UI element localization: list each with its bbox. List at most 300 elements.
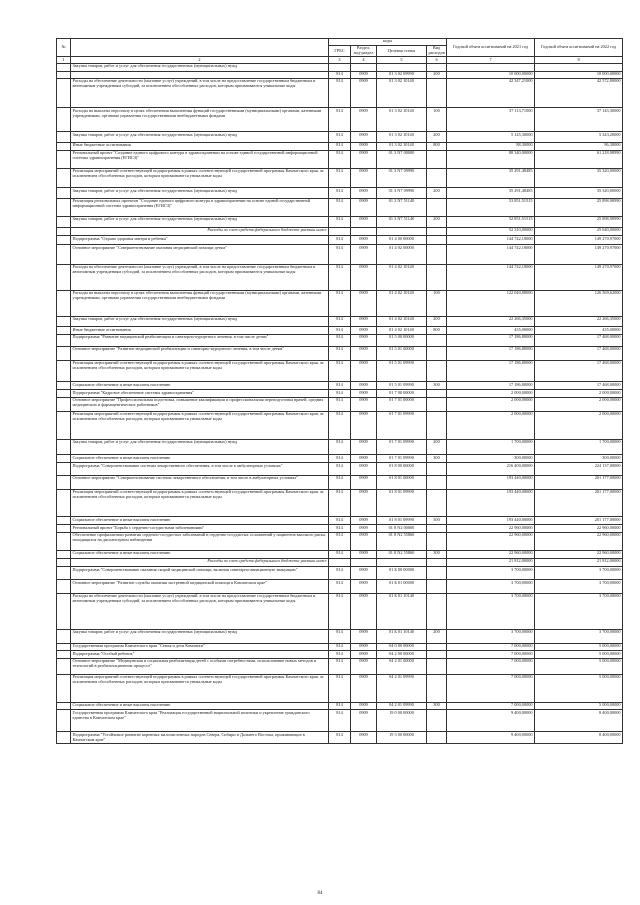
row-grbs: 814 — [329, 290, 351, 316]
row-vid — [427, 525, 447, 533]
row-grbs: 814 — [329, 142, 351, 150]
table-row — [57, 290, 623, 316]
row-name: Социальное обеспечение и иные выплаты населению — [71, 702, 329, 710]
row-razdel: 0909 — [351, 216, 377, 227]
row-name: Расходы за счет средств федерального бюджета указаны ниже — [71, 227, 329, 236]
row-target: 01 5 00 00000 — [377, 335, 427, 347]
row-target: 01 3 N7 00000 — [377, 150, 427, 168]
row-vid: 200 — [427, 629, 447, 643]
row-razdel: 0909 — [351, 463, 377, 476]
row-name: Реализация мероприятий соответствующей подпрограммы в рамках соответствующей государственной программы Камчатского края, за исключением обособленных расходов, которым присваиваются уникальные коды — [71, 411, 329, 439]
row-sum-2022: 22 960,00000 — [535, 550, 623, 558]
row-sum-2022: 149 270,97000 — [535, 264, 623, 290]
row-vid — [427, 346, 447, 360]
table-row — [57, 629, 623, 643]
row-no — [57, 475, 71, 489]
row-razdel: 0909 — [351, 199, 377, 217]
row-vid — [427, 558, 447, 567]
row-sum-2022: 224 137,00000 — [535, 463, 623, 476]
row-grbs: 814 — [329, 533, 351, 551]
row-sum-2022: 42 572,80000 — [535, 78, 623, 108]
row-sum-2022: 22 960,00000 — [535, 525, 623, 533]
table-row — [57, 108, 623, 132]
row-razdel: 0909 — [351, 710, 377, 732]
row-target: 01 5 01 00000 — [377, 346, 427, 360]
row-vid — [427, 78, 447, 108]
table-row — [57, 132, 623, 143]
table-row — [57, 188, 623, 199]
row-name: Расходы за счет средств федерального бюджета указаны ниже — [71, 558, 329, 567]
row-sum-2022: 5 000,00000 — [535, 659, 623, 675]
row-grbs: 814 — [329, 710, 351, 732]
row-no — [57, 236, 71, 245]
table-row — [57, 199, 623, 217]
row-razdel: 0909 — [351, 390, 377, 398]
row-name: Социальное обеспечение и иные выплаты населению — [71, 382, 329, 390]
row-razdel: 0909 — [351, 150, 377, 168]
table-row — [57, 732, 623, 744]
row-no — [57, 390, 71, 398]
table-row — [57, 702, 623, 710]
row-target: 01 7 00 00000 — [377, 390, 427, 398]
row-grbs: 814 — [329, 475, 351, 489]
row-grbs: 814 — [329, 150, 351, 168]
row-target: 01 8 01 09990 — [377, 489, 427, 517]
row-name: Закупка товаров, работ и услуг для обеспечения государственных (муниципальных) нужд — [71, 132, 329, 143]
row-sum-2021: 35 291,48485 — [447, 168, 535, 188]
table-row — [57, 335, 623, 347]
row-no — [57, 142, 71, 150]
row-vid — [427, 533, 447, 551]
row-target: 04 2 01 09990 — [377, 702, 427, 710]
row-target: 01 3 02 10140 — [377, 132, 427, 143]
header-num: 5 — [377, 57, 427, 64]
row-grbs: 814 — [329, 525, 351, 533]
row-sum-2021: 37 113,71000 — [447, 108, 535, 132]
row-target: 01 4 02 10140 — [377, 264, 427, 290]
row-sum-2021: 1 700,00000 — [447, 439, 535, 455]
row-grbs — [329, 227, 351, 236]
row-razdel: 0909 — [351, 674, 377, 702]
row-target: 01 3 02 10140 — [377, 78, 427, 108]
row-razdel — [351, 558, 377, 567]
row-grbs: 814 — [329, 463, 351, 476]
row-razdel: 0909 — [351, 702, 377, 710]
table-row — [57, 64, 623, 72]
row-target: 01 Б 01 00000 — [377, 580, 427, 594]
row-sum-2022: 25 640,00000 — [535, 227, 623, 236]
row-sum-2021: 53 851,51515 — [447, 199, 535, 217]
row-vid: 200 — [427, 216, 447, 227]
row-sum-2021: 3 700,00000 — [447, 580, 535, 594]
row-sum-2021: 7 000,00000 — [447, 702, 535, 710]
header-num: 6 — [427, 57, 447, 64]
row-no — [57, 360, 71, 382]
row-razdel: 0909 — [351, 439, 377, 455]
row-name: Подпрограмма "Совершенствование системы лекарственного обеспечения, в том числе в амбулаторных условиях" — [71, 463, 329, 476]
row-name: Основное мероприятие "Медицинская и социальная реабилитация детей с особыми потребностями, использование новых методов и технологий в реабилитационном процессе" — [71, 659, 329, 675]
row-sum-2021: 3 700,00000 — [447, 593, 535, 629]
row-sum-2021: 2 000,00000 — [447, 398, 535, 412]
row-vid — [427, 360, 447, 382]
row-grbs: 814 — [329, 168, 351, 188]
row-vid — [427, 411, 447, 439]
row-target: 01 7 01 09990 — [377, 439, 427, 455]
row-razdel: 0909 — [351, 489, 377, 517]
row-razdel: 0909 — [351, 327, 377, 335]
header-razdel: Раздел, под-раздел — [351, 45, 377, 57]
table-row — [57, 390, 623, 398]
row-sum-2022: 25 898,98990 — [535, 216, 623, 227]
row-sum-2022: 35 320,00000 — [535, 168, 623, 188]
row-razdel: 0909 — [351, 382, 377, 390]
row-name: Реализация мероприятий соответствующей подпрограммы в рамках соответствующей государственной программы Камчатского края, за исключением обособленных расходов, которым присваиваются уникальные коды — [71, 360, 329, 382]
row-razdel: 0909 — [351, 108, 377, 132]
row-grbs: 814 — [329, 411, 351, 439]
row-no — [57, 64, 71, 72]
row-vid — [427, 643, 447, 651]
row-sum-2021: 7 000,00000 — [447, 674, 535, 702]
row-no — [57, 398, 71, 412]
header-no: № — [57, 39, 71, 57]
row-sum-2022: 8 400,00000 — [535, 710, 623, 732]
row-sum-2021: 2 000,00000 — [447, 390, 535, 398]
row-name: Региональный проект "Создание единого цифрового контура в здравоохранении на основе единой государственной информационной системы здравоохранения (ЕГИСЗ)" — [71, 150, 329, 168]
row-grbs: 814 — [329, 643, 351, 651]
row-no — [57, 558, 71, 567]
table-row — [57, 316, 623, 327]
header-num: 8 — [535, 57, 623, 64]
row-vid — [427, 335, 447, 347]
row-no — [57, 411, 71, 439]
table-row — [57, 567, 623, 580]
row-grbs: 814 — [329, 439, 351, 455]
row-razdel: 0909 — [351, 593, 377, 629]
row-razdel: 0909 — [351, 290, 377, 316]
row-no — [57, 533, 71, 551]
row-target: 01 Б 01 10140 — [377, 593, 427, 629]
row-sum-2022 — [535, 64, 623, 72]
row-name: Закупка товаров, работ и услуг для обеспечения государственных (муниципальных) нужд — [71, 188, 329, 199]
header-num: 3 — [329, 57, 351, 64]
row-sum-2021: 193 440,00000 — [447, 517, 535, 525]
row-sum-2021: 42 347,21000 — [447, 78, 535, 108]
row-no — [57, 702, 71, 710]
table-row — [57, 550, 623, 558]
row-name: Государственная программа Камчатского края "Семья и дети Камчатки" — [71, 643, 329, 651]
row-grbs: 814 — [329, 489, 351, 517]
table-row — [57, 517, 623, 525]
row-no — [57, 710, 71, 732]
row-razdel: 0909 — [351, 346, 377, 360]
row-vid: 200 — [427, 188, 447, 199]
row-sum-2021: 35 291,48485 — [447, 188, 535, 199]
row-grbs: 814 — [329, 390, 351, 398]
row-razdel — [351, 227, 377, 236]
row-sum-2022: 5 000,00000 — [535, 651, 623, 659]
row-name: Обеспечение профилактики развития сердечно-сосудистых заболеваний и сердечно-сосудистых осложнений у пациентов высокого риска, находящихся на диспансерном наблюдении — [71, 533, 329, 551]
table-row — [57, 475, 623, 489]
row-sum-2022: 5 000,00000 — [535, 674, 623, 702]
row-name: Закупка товаров, работ и услуг для обеспечения государственных (муниципальных) нужд — [71, 216, 329, 227]
table-row — [57, 236, 623, 245]
row-grbs: 814 — [329, 651, 351, 659]
row-sum-2021: 52 310,00000 — [447, 227, 535, 236]
row-sum-2021: 22 960,00000 — [447, 525, 535, 533]
row-razdel: 0909 — [351, 517, 377, 525]
row-no — [57, 629, 71, 643]
row-sum-2021: 435,00000 — [447, 327, 535, 335]
row-razdel: 0909 — [351, 475, 377, 489]
row-sum-2022: 2 000,00000 — [535, 411, 623, 439]
row-name: Подпрограмма "Особый ребенок" — [71, 651, 329, 659]
row-name: Реализация мероприятий соответствующей подпрограммы в рамках соответствующей государственной программы Камчатского края, за исключением обособленных расходов, которым присваиваются уникальные коды — [71, 674, 329, 702]
table-row — [57, 674, 623, 702]
row-grbs — [329, 64, 351, 72]
row-vid — [427, 227, 447, 236]
row-vid — [427, 64, 447, 72]
row-grbs: 814 — [329, 517, 351, 525]
row-no — [57, 455, 71, 463]
row-vid: 300 — [427, 455, 447, 463]
row-sum-2022: 17 468,00000 — [535, 360, 623, 382]
row-vid: 100 — [427, 290, 447, 316]
row-vid: 200 — [427, 439, 447, 455]
row-vid — [427, 674, 447, 702]
row-name: Основное мероприятие "Профессиональная подготовка, повышение квалификации и профессиональная переподготовка врачей, средних медицинских и фармацевтических работников" — [71, 398, 329, 412]
row-grbs: 814 — [329, 629, 351, 643]
row-vid — [427, 264, 447, 290]
row-sum-2021: 17 186,80000 — [447, 360, 535, 382]
row-target: 01 8 00 00000 — [377, 463, 427, 476]
table-row — [57, 71, 623, 78]
row-sum-2022: 21 812,00000 — [535, 558, 623, 567]
row-grbs: 814 — [329, 360, 351, 382]
row-target: 19 0 00 00000 — [377, 710, 427, 732]
header-numbers-row — [57, 57, 623, 64]
row-name: Государственная программа Камчатского края "Реализация государственной национальной политики и укрепление гражданского единства в Камчатском крае" — [71, 710, 329, 732]
row-no — [57, 593, 71, 629]
budget-table-sheet — [56, 38, 622, 744]
row-no — [57, 659, 71, 675]
row-no — [57, 550, 71, 558]
row-razdel: 0909 — [351, 651, 377, 659]
row-razdel: 0909 — [351, 188, 377, 199]
row-name: Расходы на выплаты персоналу в целях обеспечения выполнения функций государственными (муниципальными) органами, казенными учреждениями, органами управления государственными внебюджетными фондами — [71, 108, 329, 132]
row-no — [57, 732, 71, 744]
row-sum-2021: 3 700,00000 — [447, 567, 535, 580]
row-name: Реализация региональных проектов "Создание единого цифрового контура в здравоохранении на основе единой государственной информационной системы здравоохранения (ЕГИСЗ)" — [71, 199, 329, 217]
table-row — [57, 558, 623, 567]
header-num: 1 — [57, 57, 71, 64]
row-name: Региональный проект "Борьба с сердечно-сосудистыми заболеваниями" — [71, 525, 329, 533]
row-sum-2022: 22 266,35000 — [535, 316, 623, 327]
table-row — [57, 411, 623, 439]
row-no — [57, 463, 71, 476]
row-vid: 200 — [427, 132, 447, 143]
row-vid: 300 — [427, 382, 447, 390]
row-sum-2022: 201 177,00000 — [535, 517, 623, 525]
row-razdel: 0909 — [351, 398, 377, 412]
row-sum-2022: 22 960,00000 — [535, 533, 623, 551]
table-row — [57, 398, 623, 412]
table-row — [57, 439, 623, 455]
row-name: Реализация мероприятий соответствующей подпрограммы в рамках соответствующей государственной программы Камчатского края, за исключением обособленных расходов, которым присваиваются уникальные коды — [71, 489, 329, 517]
row-target: 01 3 N7 51140 — [377, 199, 427, 217]
row-target: 01 7 01 00000 — [377, 398, 427, 412]
row-razdel: 0909 — [351, 236, 377, 245]
row-no — [57, 71, 71, 78]
row-no — [57, 245, 71, 265]
row-vid: 300 — [427, 517, 447, 525]
row-target: 04 2 00 00000 — [377, 651, 427, 659]
row-razdel: 0909 — [351, 316, 377, 327]
row-razdel: 0909 — [351, 533, 377, 551]
row-razdel: 0909 — [351, 335, 377, 347]
row-name: Расходы на выплаты персоналу в целях обеспечения выполнения функций государственными (муниципальными) органами, казенными учреждениями, органами управления государственными внебюджетными фондами — [71, 290, 329, 316]
row-name: Подпрограмма "Охрана здоровья матери и ребенка" — [71, 236, 329, 245]
row-sum-2021: 9 400,00000 — [447, 710, 535, 732]
row-sum-2022: 201 177,00000 — [535, 475, 623, 489]
row-target: 04 2 01 00000 — [377, 659, 427, 675]
row-no — [57, 227, 71, 236]
row-vid — [427, 236, 447, 245]
row-sum-2021: 21 812,00000 — [447, 558, 535, 567]
row-sum-2022: 3 700,00000 — [535, 629, 623, 643]
row-sum-2022: 37 143,30000 — [535, 108, 623, 132]
row-vid — [427, 390, 447, 398]
row-sum-2021: 9 400,00000 — [447, 732, 535, 744]
row-grbs: 814 — [329, 732, 351, 744]
table-row — [57, 533, 623, 551]
row-sum-2022: 3 700,00000 — [535, 580, 623, 594]
row-target: 04 2 01 09990 — [377, 674, 427, 702]
header-grbs: ГРБС — [329, 45, 351, 57]
row-grbs: 814 — [329, 550, 351, 558]
row-no — [57, 674, 71, 702]
row-grbs: 814 — [329, 455, 351, 463]
row-vid: 300 — [427, 702, 447, 710]
row-razdel: 0909 — [351, 643, 377, 651]
row-sum-2022: 3 700,00000 — [535, 593, 623, 629]
header-num: 4 — [351, 57, 377, 64]
row-sum-2021: 5 145,30000 — [447, 132, 535, 143]
row-name: Основное мероприятие "Совершенствование системы лекарственного обеспечения, в том числе в амбулаторных условиях" — [71, 475, 329, 489]
row-no — [57, 327, 71, 335]
row-target: 01 3 N7 09990 — [377, 188, 427, 199]
row-vid — [427, 489, 447, 517]
row-no — [57, 132, 71, 143]
row-sum-2022: 149 270,97000 — [535, 236, 623, 245]
row-razdel: 0909 — [351, 132, 377, 143]
row-razdel: 0909 — [351, 550, 377, 558]
row-sum-2022: 2 000,00000 — [535, 390, 623, 398]
header-vid: Вид расходов — [428, 45, 445, 56]
row-sum-2021: 17 186,80000 — [447, 335, 535, 347]
row-grbs: 814 — [329, 674, 351, 702]
row-sum-2021: 216 400,00000 — [447, 463, 535, 476]
row-grbs: 814 — [329, 335, 351, 347]
table-row — [57, 142, 623, 150]
row-grbs: 814 — [329, 132, 351, 143]
row-target — [377, 558, 427, 567]
table-row — [57, 327, 623, 335]
row-grbs: 814 — [329, 188, 351, 199]
row-sum-2022: 2 000,00000 — [535, 398, 623, 412]
row-sum-2022: 435,00000 — [535, 327, 623, 335]
table-row — [57, 643, 623, 651]
row-sum-2021: 17 186,80000 — [447, 346, 535, 360]
row-name: Расходы на обеспечение деятельности (оказание услуг) учреждений, в том числе на предоставление государственным бюджетным и автономным учреждениям субсидий, за исключением обособленных расходов, которым присваиваются уникальные коды — [71, 593, 329, 629]
row-name: Расходы на обеспечение деятельности (оказание услуг) учреждений, в том числе на предоставление государственным бюджетным и автономным учреждениям субсидий, за исключением обособленных расходов, которым присваиваются уникальные коды — [71, 264, 329, 290]
row-sum-2021: 144 742,18000 — [447, 245, 535, 265]
row-grbs — [329, 558, 351, 567]
row-name: Закупка товаров, работ и услуг для обеспечения государственных (муниципальных) нужд — [71, 629, 329, 643]
row-vid: 200 — [427, 71, 447, 78]
table-row — [57, 659, 623, 675]
header-sum-2022: Годовой объем ассигнований на 2022 год — [535, 39, 623, 57]
row-name: Социальное обеспечение и иные выплаты населению — [71, 455, 329, 463]
table-row — [57, 382, 623, 390]
row-sum-2022: 17 468,00000 — [535, 346, 623, 360]
row-razdel: 0909 — [351, 264, 377, 290]
header-target: Целевая статья — [377, 45, 427, 57]
row-sum-2021: 144 742,18000 — [447, 236, 535, 245]
row-no — [57, 290, 71, 316]
row-grbs: 814 — [329, 199, 351, 217]
row-grbs: 814 — [329, 264, 351, 290]
row-vid — [427, 168, 447, 188]
table-row — [57, 245, 623, 265]
row-grbs: 814 — [329, 580, 351, 594]
row-no — [57, 489, 71, 517]
row-sum-2021: 3 700,00000 — [447, 629, 535, 643]
row-sum-2022: 5 000,00000 — [535, 702, 623, 710]
row-sum-2022: 17 468,00000 — [535, 382, 623, 390]
row-sum-2021: 7 000,00000 — [447, 659, 535, 675]
row-razdel: 0909 — [351, 629, 377, 643]
row-sum-2022: 300,00000 — [535, 455, 623, 463]
row-grbs: 814 — [329, 108, 351, 132]
row-no — [57, 264, 71, 290]
row-name: Основное мероприятие "Развитие службы оказания экстренной медицинской помощи в Камчатском крае" — [71, 580, 329, 594]
row-vid: 200 — [427, 316, 447, 327]
row-grbs: 814 — [329, 78, 351, 108]
row-grbs: 814 — [329, 346, 351, 360]
row-sum-2021: 22 960,00000 — [447, 550, 535, 558]
row-target: 01 8 01 09990 — [377, 517, 427, 525]
row-vid: 800 — [427, 327, 447, 335]
row-no — [57, 78, 71, 108]
row-no — [57, 525, 71, 533]
row-sum-2022: 10 000,00000 — [535, 71, 623, 78]
row-no — [57, 216, 71, 227]
row-target: 01 4 02 10140 — [377, 290, 427, 316]
row-vid — [427, 732, 447, 744]
table-row — [57, 593, 623, 629]
row-grbs: 814 — [329, 593, 351, 629]
row-no — [57, 517, 71, 525]
row-no — [57, 439, 71, 455]
row-vid — [427, 150, 447, 168]
row-vid — [427, 475, 447, 489]
row-razdel: 0909 — [351, 411, 377, 439]
row-vid — [427, 580, 447, 594]
row-sum-2021: 88 340,00000 — [447, 150, 535, 168]
row-target — [377, 227, 427, 236]
row-razdel: 0909 — [351, 71, 377, 78]
row-target: 01 3 02 10140 — [377, 142, 427, 150]
